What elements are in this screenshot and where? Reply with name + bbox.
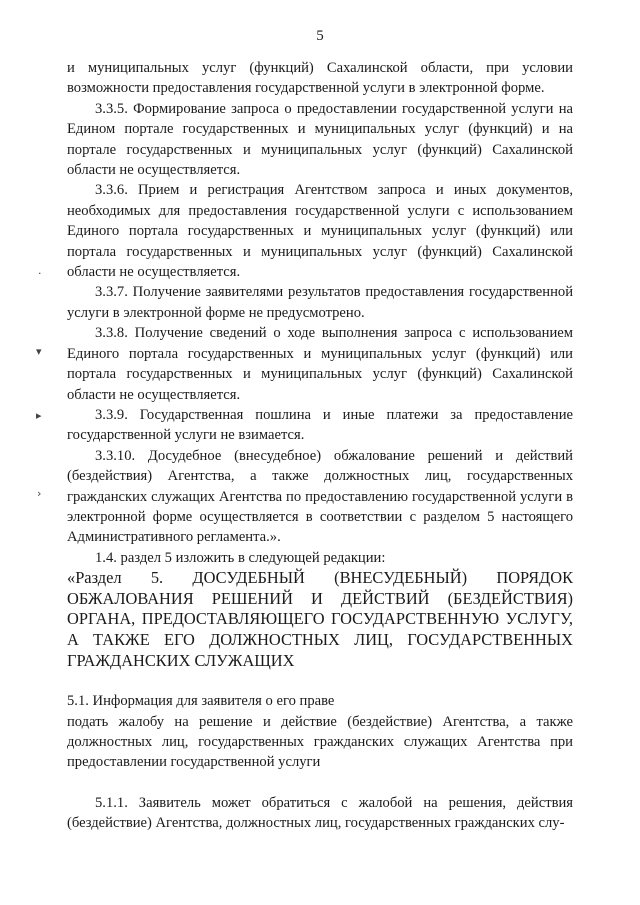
paragraph-continuation: и муниципальных услуг (функций) Сахалинской области, при условии возможности предоставления государственной услуги в электронной форме. <box>67 60 573 97</box>
scan-mark: › <box>37 487 42 500</box>
subsection-title-line1: 5.1. Информация для заявителя о его праве <box>67 693 335 710</box>
document-body <box>67 58 573 834</box>
scan-mark: ▸ <box>36 409 42 422</box>
paragraph-5-1-1: 5.1.1. Заявитель может обратиться с жалобой на решения, действия (бездействие) Агентства, должностных лиц, государственных гражданских слу- <box>67 794 573 832</box>
section-heading: «Раздел 5. ДОСУДЕБНЫЙ (ВНЕСУДЕБНЫЙ) ПОРЯДОК ОБЖАЛОВАНИЯ РЕШЕНИЙ И ДЕЙСТВИЙ (БЕЗДЕЙСТВИЯ) ОРГАНА, ПРЕДОСТАВЛЯЮЩЕГО ГОСУДАРСТВЕННУЮ УСЛУГУ, А ТАКЖЕ ЕГО ДОЛЖНОСТНЫХ ЛИЦ, ГОСУДАРСТВЕННЫХ ГРАЖДАНСКИХ СЛУЖАЩИХ <box>67 568 573 670</box>
scan-mark: ▾ <box>36 345 42 358</box>
paragraph-3-3-9: 3.3.9. Государственная пошлина и иные платежи за предоставление государственной услуги не взимается. <box>67 406 573 444</box>
paragraph-3-3-10: 3.3.10. Досудебное (внесудебное) обжалование решений и действий (бездействия) Агентства, а также должностных лиц, государственных гражданских служащих Агентства по предоставлению государственной услуги в электронной форме осуществляется в соответствии с разделом 5 настоящего Административного регламента.». <box>67 447 573 546</box>
paragraph-3-3-7: 3.3.7. Получение заявителями результатов предоставления государственной услуги в электронной форме не предусмотрено. <box>67 284 573 321</box>
subsection-title-rest: подать жалобу на решение и действие (бездействие) Агентства, а также должностных лиц, государственных гражданских служащих Агентства при предоставлении государственной услуги <box>67 713 573 771</box>
paragraph-3-3-8: 3.3.8. Получение сведений о ходе выполнения запроса с использованием Единого портала государственных и муниципальных услуг (функций) или портала государственных и муниципальных услуг (функций) Сахалинской области не осуществляется. <box>67 325 573 403</box>
paragraph-3-3-6: 3.3.6. Прием и регистрация Агентством запроса и иных документов, необходимых для предоставления государственной услуги с использованием Единого портала государственных и муниципальных услуг (функций) или портала государственных и муниципальных услуг (функций) Сахалинской области не осуществляется. <box>67 182 573 281</box>
scan-mark: · <box>38 267 42 280</box>
paragraph-1-4: 1.4. раздел 5 изложить в следующей редакции: <box>95 549 386 566</box>
page-number: 5 <box>316 28 324 44</box>
paragraph-3-3-5: 3.3.5. Формирование запроса о предоставлении государственной услуги на Едином портале государственных и муниципальных услуг (функций) и на портале государственных и муниципальных услуг (функций) Сахалинской области не осуществляется. <box>67 100 573 179</box>
